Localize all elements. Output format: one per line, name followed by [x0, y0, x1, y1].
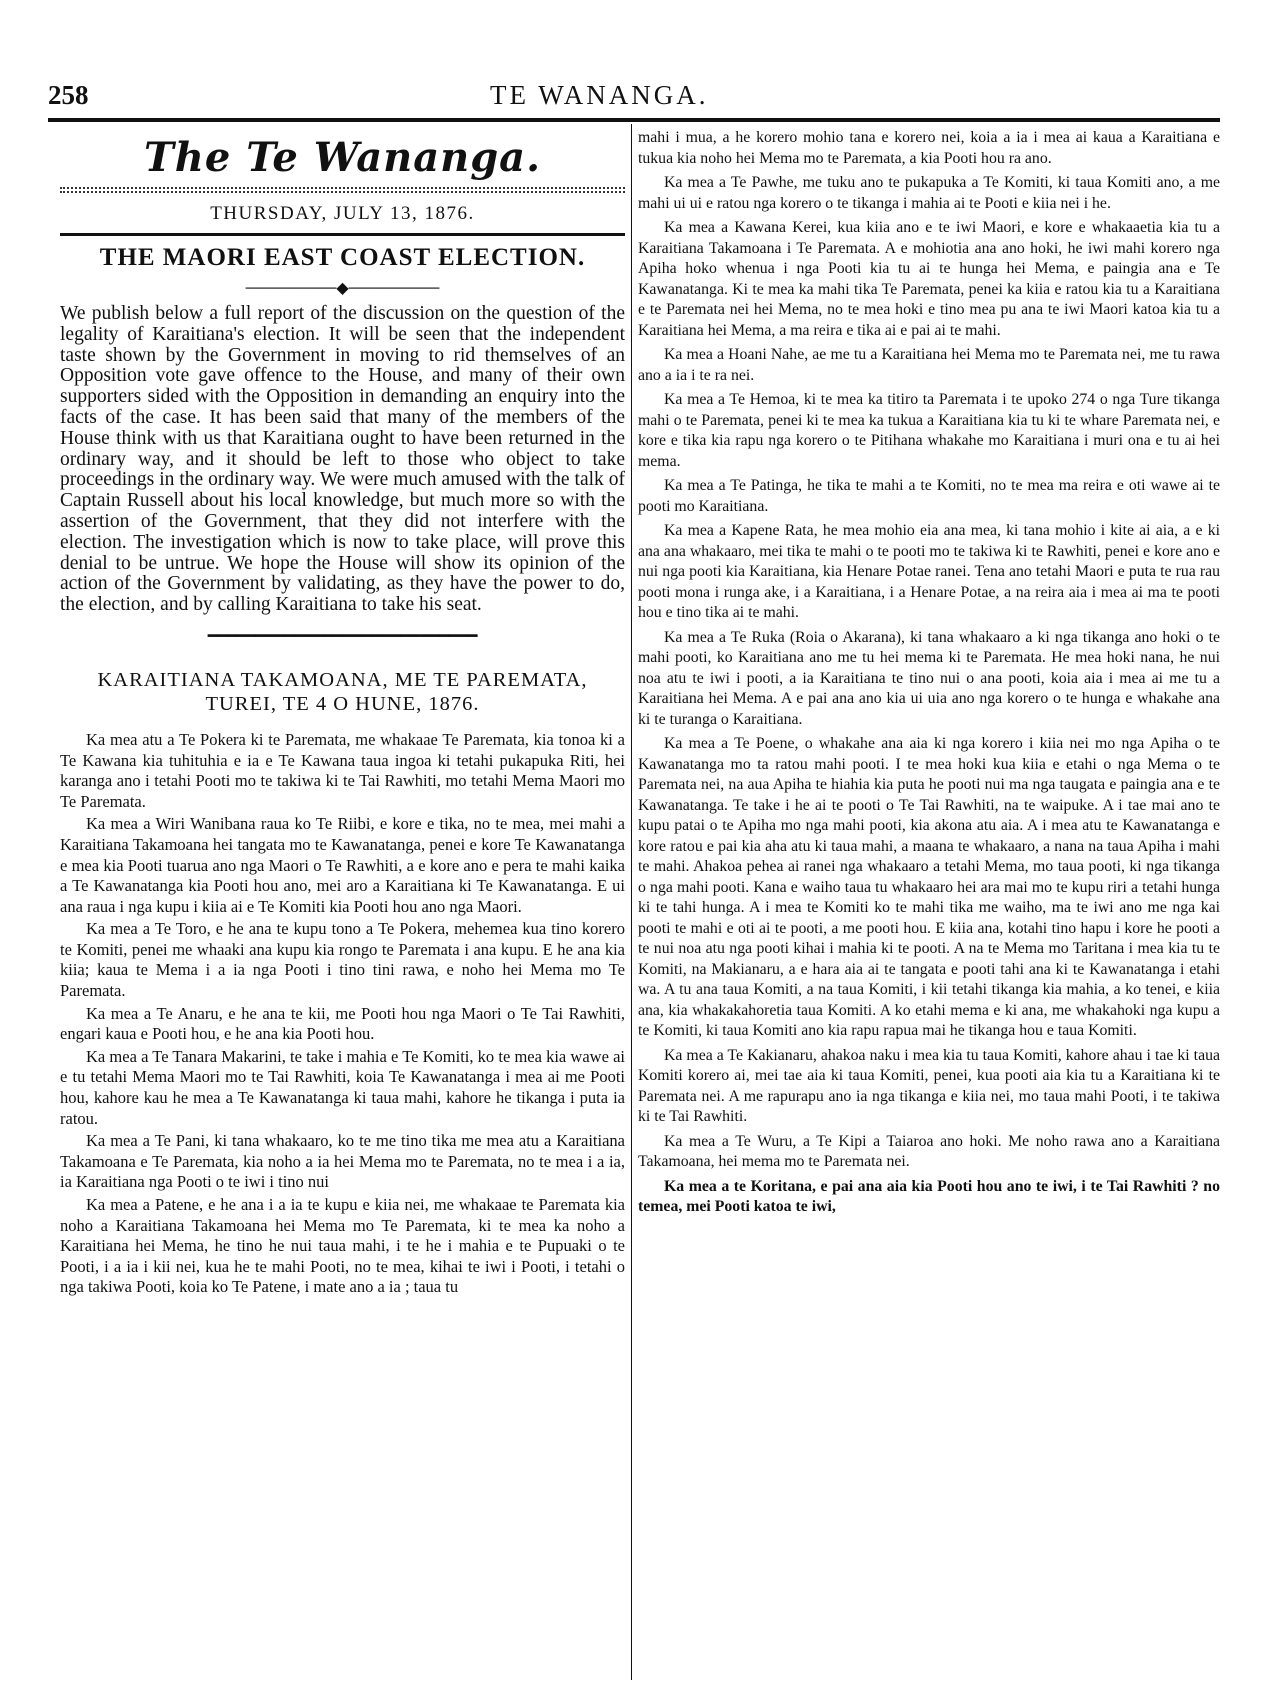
header-rule [48, 118, 1220, 122]
editorial-paragraph: We publish below a full report of the discussion on the question of the legality of Karaitiana's election. It will be seen that the independent taste shown by the Government in moving to rid themselves of an Opposition vote gave offence to the House, and many of their own supporters sided with the Opposition in demanding an enquiry into the facts of the case. It has been said that many of the members of the House think with us that Karaitiana ought to have been returned in the ordinary way, and it should be left to those who object to take proceedings in the ordinary way. We were much amused with the talk of Captain Russell about his local knowledge, but much more so with the assertion of the Government, that they did not interfere with the election. The investigation which is now to take place, will prove this denial to be untrue. We hope the House will show its opinion of the action of the Government by validating, as they have the power to do, the election, and by calling Karaitiana to take his seat. [60, 303, 625, 616]
editorial-headline: THE MAORI EAST COAST ELECTION. [99, 244, 586, 271]
report-paragraph: Ka mea a Te Ruka (Roia o Akarana), ki tana whakaaro a ki nga tikanga ano hoki o te mahi pooti, ko Karaitiana ano me tu hei mema ki te Paremata. He mea hoki nana, he nui noa atu te iwi i pooti, a ia Karaitiana te tino nui o ana pooti, koia aia i mea ai me tu a Karaitiana hei Mema. A e pai ana ano kia ui uia ano nga korero o te hunga e whakahe ana ki te turanga o Karaitiana. [638, 628, 1220, 728]
masthead: The Te Wananga. [143, 134, 542, 181]
report-paragraph: Ka mea a Hoani Nahe, ae me tu a Karaitiana hei Mema mo te Paremata nei, me tu rawa ano a ia i te ra nei. [638, 346, 1220, 384]
report-paragraph: Ka mea a Wiri Wanibana raua ko Te Riibi, e kore e tika, no te mea, mei mahi a Karaitiana Takamoana hei tangata mo te Kawanatanga, penei e kore Te Kawanatanga e mea kia Pooti tuarua ano nga Maori o Te Rawhiti, a e kore ano e pera te mahi kaika a Te Kawanatanga kia Pooti hou ano, mei aro a Karaitiana ki Te Kawanatanga. E ui ana raua i nga kupu i kiia ai e Te Komiti kia Pooti hou ano nga Maori. [60, 814, 625, 916]
left-column [60, 124, 625, 1680]
report-paragraph: Ka mea a Te Wuru, a Te Kipi a Taiaroa ano hoki. Me noho rawa ano a Karaitiana Takamoana, hei mema mo te Paremata nei. [638, 1132, 1220, 1170]
report-paragraph: mahi i mua, a he korero mohio tana e korero nei, koia a ia i mea ai kaua a Karaitiana e tukua kia noho hei Mema mo te Paremata, a kia Pooti hou ra ano. [638, 129, 1220, 167]
report-heading-line1: KARAITIANA TAKAMOANA, ME TE PAREMATA, [97, 668, 588, 691]
issue-date: THURSDAY, JULY 13, 1876. [210, 203, 475, 224]
report-left-body [60, 730, 625, 1298]
divider [60, 233, 625, 236]
running-title: TE WANANGA. [490, 80, 709, 110]
report-paragraph: Ka mea a te Koritana, e pai ana aia kia Pooti hou ano te iwi, i te Tai Rawhiti ? no temea, mei Pooti katoa te iwi, [638, 1177, 1220, 1215]
report-paragraph: Ka mea a Kapene Rata, he mea mohio eia ana mea, ki tana mohio i kite ai aia, a e ki ana ana whakaaro, mei tika te mahi o te pooti mo te takiwa ki te Rawhiti, penei e kore ano e nui nga pooti kia Karaitiana, kia Henare Potae ranei. Tena ano tetahi Maori e puta te rua rau pooti mona i runga ake, i a Karaitiana, i a Henare Potae, a na reira aia i mea ai ma te pooti hou e tino tika ai te mahi. [638, 522, 1220, 621]
divider [60, 187, 625, 189]
report-heading-line2: TUREI, TE 4 O HUNE, 1876. [205, 692, 480, 715]
right-column [638, 128, 1220, 1680]
report-paragraph: Ka mea a Te Patinga, he tika te mahi a te Komiti, no te mea ma reira e oti wawe ai te pooti mo Karaitiana. [638, 477, 1220, 515]
report-paragraph: Ka mea a Patene, e he ana i a ia te kupu e kiia nei, me whakaae te Paremata kia noho a Karaitiana Takamoana hei Mema mo Te Paremata, ki te mea ka noho a Karaitiana hei Mema, he tino he nui taua mahi, i te he i mahia e te Pupuaki o te Pooti, i a ia i kii nei, kua he te mahi Pooti, no te mea, kihai te iwi i Pooti, i tetahi o nga takiwa Pooti, koia ko Te Patene, i mate ano a ia ; taua tu [60, 1195, 625, 1297]
report-paragraph: Ka mea a Te Anaru, e he ana te kii, me Pooti hou nga Maori o Te Tai Rawhiti, engari kaua e Pooti hou, e he ana kia Pooti hou. [60, 1003, 625, 1044]
report-paragraph: Ka mea a Te Pani, ki tana whakaaro, ko te me tino tika me mea atu a Karaitiana Takamoana e Te Paremata, kia noho a ia hei Mema mo te Paremata, no te mea i a ia, ia Karaitiana nga Pooti o te iwi i tino nui [60, 1131, 625, 1192]
report-paragraph: Ka mea a Te Poene, o whakahe ana aia ki nga korero i kiia nei mo nga Apiha o te Kawanatanga mo ta ratou mahi pooti. I te mea hoki kua kiia e etahi o nga Mema o te Paremata nei, na aua Apiha te hiahia kia puta he pooti nui ma nga taugata e paingia ana e te Kawanatanga. Te take i he ai te pooti o Te Tai Rawhiti, na te waipuke. A i tae mai ano te kupu patai o te Apiha mo nga mahi pooti, kia akona atu aia. A i mea atu te Kawanatanga e kore ratou e pai kia aha atu ki taua mahi, a maana te whakaaro, a nana na taua Apiha i mahi te mahi. Ahakoa pehea ai ranei nga whakaaro a tetahi Mema, mo taua pooti, ki nga tikanga o nga mahi pooti. Kana e waiho taua tu whakaaro hei ara mai mo te kupu riri a tetahi hunga ki te tahi hunga. A i mea te Komiti ko te mahi tika me waiho, ma te iwi ano me nga kai pooti te mahi e oti ai te pooti, a me pooti hou. E kiia ana, kotahi tino hapu i kore he pooti a te nui noa atu nga pooti kihai i mahia ki te pooti. A na te Mema mo Taritana i mea kia tu te Komiti, na Makianaru, a e hara aia ai te tangata e pooti tahi ana ki te Kawanatanga i etahi wa. A tu ana taua Komiti, a na taua Komiti, i kii tetahi tikanga kia mahia, a ko tenei, e kiia ana, kia whakakahoretia taua Komiti. A ko etahi mema e ki ana, me whakahoki nga kupu a te Komiti, ki taua Komiti ano kia rapu rapua mai he tikanga hou e taua Komiti. [638, 735, 1220, 1039]
column-rule [631, 124, 632, 1680]
report-paragraph: Ka mea atu a Te Pokera ki te Paremata, me whakaae Te Paremata, kia tonoa ki a Te Kawana kia tuhituhia e ia e Te Kawana taua ingoa ki tetahi pukapuka Riti, hei karanga ano i tetahi Pooti mo te takiwa ki te Tai Rawhiti, mo tetahi Mema Maori mo Te Paremata. [60, 729, 625, 811]
report-paragraph: Ka mea a Te Pawhe, me tuku ano te pukapuka a Te Komiti, ki taua Komiti ano, a me mahi ui ui e ratou nga korero o te tikanga i mahia ai te Pooti e kiia nei i he. [638, 174, 1220, 212]
divider [60, 191, 625, 193]
editorial-body [60, 304, 625, 616]
report-heading [60, 668, 625, 716]
report-paragraph: Ka mea a Te Toro, e he ana te kupu tono a Te Pokera, mehemea kua tino korero te Komiti, penei me whaaki ana kupu kia rongo te Paremata i ana kupu. E he ana kia kiia; kaua te Mema i a ia nga Pooti i tino tini rawa, e noho hei Mema mo Te Paremata. [60, 919, 625, 1001]
ornament-divider: ────────◆──────── [245, 280, 440, 297]
ornament-divider: ━━━━━━━━━━━━━━━━━━━━━━━━━━━━ [207, 627, 478, 645]
report-paragraph: Ka mea a Te Kakianaru, ahakoa naku i mea kia tu taua Komiti, kahore ahau i tae ki taua Komiti korero ai, mei tae aia ki taua Komiti, penei, kua pooti aia kia tu a Karaitiana ki te Paremata nei. A me rapurapu ano ia nga tikanga e kiia nei, mo taua mahi Pooti, i te takiwa ki te Tai Rawhiti. [638, 1046, 1220, 1125]
report-paragraph: Ka mea a Te Tanara Makarini, te take i mahia e Te Komiti, ko te mea kia wawe ai e tu tetahi Mema Maori mo te Tai Rawhiti, koia Te Kawanatanga i mea ai me Pooti hou, kahore kau he mea a Te Kawanatanga ki taua mahi, kahore he tikanga i puta ia ratou. [60, 1046, 625, 1128]
report-paragraph: Ka mea a Te Hemoa, ki te mea ka titiro ta Paremata i te upoko 274 o nga Ture tikanga mahi o te Paremata, penei ki te mea ka tukua a Karaitiana kia tu ki te whare Paremata nei, e kore e tika kia rapu nga korero o te Pitihana whakahe mo Karaitiana i muri ona e tu ai hei mema. [638, 391, 1220, 470]
page-number: 258 [48, 80, 89, 110]
report-paragraph: Ka mea a Kawana Kerei, kua kiia ano e te iwi Maori, e kore e whakaaetia kia tu a Karaitiana Takamoana i Te Paremata. A e mohiotia ana ano hoki, he iwi mahi korero nga Apiha hoko whenua i nga Pooti kia tu ai te hunga hei Mema, e paingia ana e Te Kawanatanga. Ki te mea ka mahi tika Te Paremata, penei ka kiia e ratou kia tu a Karaitiana e te Paremata nei hei Mema, no te mea hoki e tino mea pu ana te iwi Maori katoa kia tu a Karaitiana hei Mema, a ma reira e tika ai e pai ai te mahi. [638, 219, 1220, 339]
